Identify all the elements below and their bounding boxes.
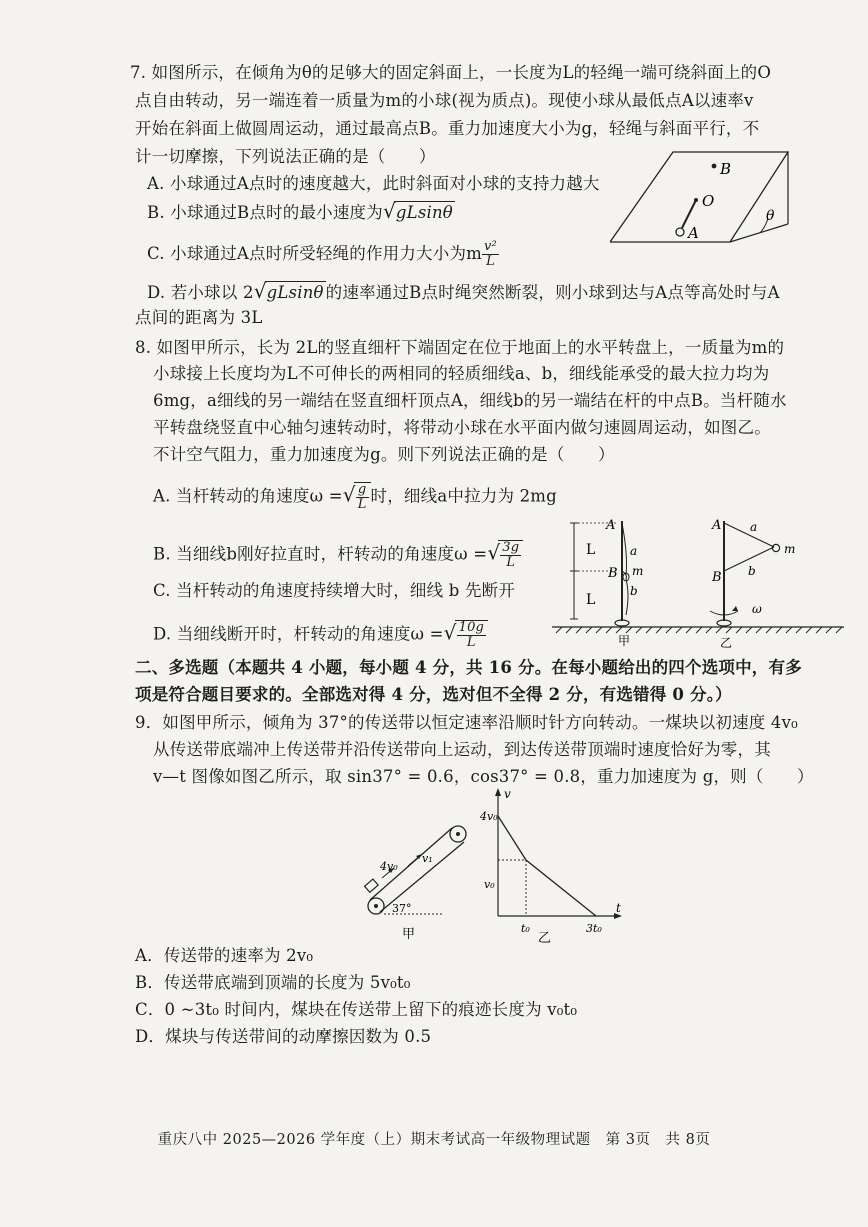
ball-a [676, 228, 684, 236]
label-l1: L [586, 542, 596, 558]
q9-option-a: A．传送带的速率为 2v₀ [135, 946, 314, 965]
q8-line-4: 平转盘绕竖直中心轴匀速转动时，将带动小球在水平面内做匀速圆周运动，如图乙。 [153, 418, 771, 437]
label-a-string: a [630, 544, 638, 558]
q8-option-a: A. 当杆转动的角速度ω =√ $\frac{g}{L}$ 时，细线a中拉力为 2mg [153, 482, 557, 512]
incline-base-edge [730, 224, 788, 242]
q7-option-b-text: B. 小球通过B点时的最小速度为 [147, 203, 383, 222]
q9-line-1: 9．如图甲所示，倾角为 37°的传送带以恒定速率沿顺时针方向转动。一煤块以初速度 4v₀ [135, 713, 798, 732]
q7-option-d-math: gLsinθ [266, 283, 324, 302]
label-4v0-tick: 4v₀ [480, 810, 498, 823]
sqrt-sign: √ [382, 199, 396, 223]
q7-option-d [147, 280, 780, 304]
label-t0-tick: t₀ [521, 922, 530, 935]
label-a-point: A [606, 518, 616, 533]
label-yi: 乙 [538, 931, 552, 944]
q7-option-a: A. 小球通过A点时的速度越大，此时斜面对小球的支持力越大 [147, 174, 600, 193]
label-b-point-yi: B [712, 570, 722, 585]
q7-line-3: 开始在斜面上做圆周运动，通过最高点B。重力加速度大小为g，轻绳与斜面平行，不 [135, 119, 760, 138]
label-b-string-yi: b [748, 564, 756, 578]
label-b-point: B [608, 566, 618, 581]
q9-conveyor-figure [360, 820, 480, 940]
q8-option-a-post: 时，细线a中拉力为 2mg [370, 486, 557, 506]
q8-option-d-text: D. 当细线断开时，杆转动的角速度ω = [153, 624, 444, 644]
label-4v0: 4v₀ [380, 860, 398, 873]
q8-option-b-text: B. 当细线b刚好拉直时，杆转动的角速度ω = [153, 544, 488, 564]
rotation-arrowhead [732, 606, 738, 611]
label-m-yi: m [784, 542, 796, 556]
q7-option-d-text: D. 若小球以 2 [147, 283, 254, 302]
label-v0-tick: v₀ [484, 878, 495, 891]
q7-option-c-text: C. 小球通过A点时所受轻绳的作用力大小为m [147, 244, 482, 263]
ball-yi [772, 544, 779, 551]
q7-option-c [147, 240, 499, 269]
q8-line-5: 不计空气阻力，重力加速度为g。则下列说法正确的是（ ） [153, 445, 615, 464]
label-jia: 甲 [402, 927, 416, 940]
label-v1: v₁ [422, 852, 433, 865]
q8-line-1: 8. 如图甲所示，长为 2L的竖直细杆下端固定在位于地面上的水平转盘上，一质量为m的 [135, 338, 785, 357]
page-footer: 重庆八中 2025—2026 学年度（上）期末考试高一年级物理试题 第 3页 共 8页 [157, 1132, 711, 1148]
label-b: B [720, 160, 732, 178]
label-b-string: b [630, 584, 638, 598]
sqrt-sign: √ [253, 279, 267, 303]
label-37: 37° [392, 902, 412, 915]
label-a-string-yi: a [750, 520, 758, 534]
label-m: m [632, 564, 644, 578]
q8-line-3: 6mg，a细线的另一端结在竖直细杆顶点A，细线b的另一端结在杆的中点B。当杆随水 [153, 391, 787, 410]
q9-option-d: D．煤块与传送带间的动摩擦因数为 0.5 [135, 1027, 432, 1046]
q9-vt-graph [478, 786, 628, 944]
label-a-point-yi: A [712, 518, 722, 533]
label-l2: L [586, 592, 596, 608]
q7-option-d-line-2: 点间的距离为 3L [135, 308, 263, 327]
label-yi: 乙 [720, 636, 733, 650]
q7-line-2: 点自由转动，另一端连着一质量为m的小球(视为质点)。现使小球从最低点A以速率v [135, 91, 754, 110]
string-a-yi [724, 523, 774, 547]
velocity-line [498, 816, 596, 916]
label-omega: ω [752, 602, 762, 616]
q8-option-b: B. 当细线b刚好拉直时，杆转动的角速度ω =√ $\frac{3g}{L}$ [153, 540, 523, 570]
q8-option-c: C. 当杆转动的角速度持续增大时，细线 b 先断开 [153, 581, 516, 600]
q8-line-2: 小球接上长度均为L不可伸长的两相同的轻质细线a、b，细线能承受的最大拉力均为 [153, 364, 770, 383]
incline-plane-outline [610, 152, 788, 242]
label-3t0-tick: 3t₀ [586, 922, 602, 935]
q9-line-2: 从传送带底端冲上传送带并沿传送带向上运动，到达传送带顶端时速度恰好为零，其 [153, 740, 771, 759]
label-o: O [702, 192, 715, 210]
q8-rod-figures [548, 515, 848, 655]
q7-incline-figure [610, 150, 795, 248]
q8-option-d: D. 当细线断开时，杆转动的角速度ω =√ $\frac{10g}{L}$ [153, 620, 488, 650]
q8-option-a-fraction: $\frac{g}{L}$ [354, 482, 371, 512]
q7-line-1: 7. 如图所示，在倾角为θ的足够大的固定斜面上，一长度为L的轻绳一端可绕斜面上的O [130, 63, 772, 82]
q9-option-b: B．传送带底端到顶端的长度为 5v₀t₀ [135, 973, 411, 992]
q9-line-3: v—t 图像如图乙所示，取 sin37° = 0.6，cos37° = 0.8，重力加速度为 g，则（ ） [153, 767, 814, 786]
q8-option-a-text: A. 当杆转动的角速度ω = [153, 486, 343, 506]
coal-block [365, 879, 379, 892]
q7-option-b-math: gLsinθ [395, 203, 453, 222]
section-2-heading-line-1: 二、多选题（本题共 4 小题，每小题 4 分，共 16 分。在每小题给出的四个选项中，有多 [135, 658, 802, 677]
q7-line-4: 计一切摩擦，下列说法正确的是（ ） [135, 147, 436, 166]
label-a: A [688, 224, 699, 242]
q9-option-c: C．0 ~3t₀ 时间内，煤块在传送带上留下的痕迹长度为 v₀t₀ [135, 1000, 578, 1019]
point-b-dot [712, 164, 717, 169]
ground-hatch [556, 627, 842, 633]
q8-option-b-fraction: $\frac{3g}{L}$ [498, 540, 523, 570]
label-jia: 甲 [618, 634, 631, 648]
section-2-heading-line-2: 项是符合题目要求的。全部选对得 4 分，选对但不全得 2 分，有选错得 0 分。） [135, 685, 732, 704]
label-v-axis: v [504, 787, 511, 801]
label-theta: θ [766, 208, 775, 224]
q7-option-d-post: 的速率通过B点时绳突然断裂，则小球到达与A点等高处时与A [325, 283, 780, 302]
q7-option-c-fraction: $\frac{\text{v²}}{L}$ [484, 239, 497, 269]
q8-option-d-fraction: $\frac{10g}{L}$ [455, 620, 488, 650]
label-t-axis: t [616, 901, 621, 915]
q7-option-b [147, 200, 455, 224]
